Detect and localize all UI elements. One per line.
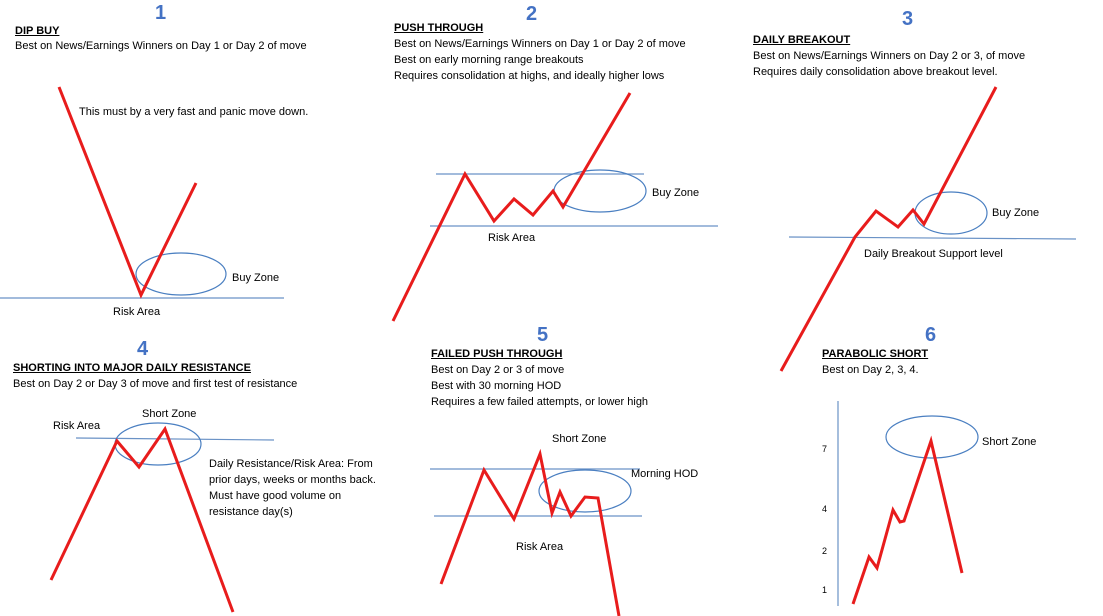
panel-6-tick-7: 7 [822,444,828,454]
panel-4-note-line-3: Must have good volume on [209,490,342,502]
panel-1-buy-zone-label: Buy Zone [232,272,280,284]
panel-4-number: 4 [137,338,149,360]
panel-2-price-line [393,93,630,321]
panel-5-title: FAILED PUSH THROUGH [431,348,563,360]
panel-2-buy-zone-label: Buy Zone [652,187,700,199]
panel-3-buy-zone-ellipse [915,192,987,234]
panel-1-drawing [0,87,284,298]
panel-2-number: 2 [526,3,538,25]
panel-5-short-zone-label: Short Zone [552,433,607,445]
panel-3-support-level-label: Daily Breakout Support level [864,248,1003,260]
panel-4-price-line [51,429,233,612]
panel-5-price-line [441,454,619,616]
panel-4-note [209,456,376,520]
panel-3-number: 3 [902,8,914,30]
panel-5-desc-line-1: Best on Day 2 or 3 of move [431,364,565,376]
panel-6-tick-2: 2 [822,546,828,556]
panel-4-resistance-line [76,438,274,440]
panel-6-tick-4: 4 [822,504,828,514]
panel-3-buy-zone-label: Buy Zone [992,207,1040,219]
panel-2-title: PUSH THROUGH [394,22,484,34]
panel-5-risk-area-label: Risk Area [516,541,564,553]
panel-5-desc-line-2: Best with 30 morning HOD [431,380,562,392]
panel-4-note-line-2: prior days, weeks or months back. [209,474,376,486]
panel-1-desc-line-1: Best on News/Earnings Winners on Day 1 or Day 2 of move [15,40,307,52]
panel-1-buy-zone-ellipse [136,253,226,295]
panel-6-desc-line-1: Best on Day 2, 3, 4. [822,364,919,376]
panel-3-desc-line-2: Requires daily consolidation above breakout level. [753,66,998,78]
panel-4-short-zone-label: Short Zone [142,408,197,420]
panel-3-title: DAILY BREAKOUT [753,34,851,46]
panel-3-support-line [789,237,1076,239]
panel-6-price-line [853,441,962,604]
panel-6-short-zone-label: Short Zone [982,436,1037,448]
panel-2-buy-zone-ellipse [554,170,646,212]
panel-4-short-zone-ellipse [115,423,201,465]
panel-1-number: 1 [155,2,167,24]
panel-4-risk-area-label: Risk Area [53,420,101,432]
panel-4-note-line-1: Daily Resistance/Risk Area: From [209,458,373,470]
panel-4-note-line-4: resistance day(s) [209,506,293,518]
panel-1-risk-area-label: Risk Area [113,306,161,318]
panel-2-desc-line-2: Best on early morning range breakouts [394,54,584,66]
panel-2-risk-area-label: Risk Area [488,232,536,244]
panel-3-price-line [781,87,996,371]
panel-5-desc-line-3: Requires a few failed attempts, or lower high [431,396,649,408]
panel-6-drawing [838,401,978,606]
panel-4-title: SHORTING INTO MAJOR DAILY RESISTANCE [13,362,251,374]
panel-4-desc-line-1: Best on Day 2 or Day 3 of move and first test of resistance [13,378,298,390]
panel-2-drawing [393,93,718,321]
panel-2-desc-line-1: Best on News/Earnings Winners on Day 1 or Day 2 of move [394,38,686,50]
panel-1-price-line [59,87,196,295]
panel-1-title: DIP BUY [15,25,60,37]
panel-3-desc-line-1: Best on News/Earnings Winners on Day 2 or 3, of move [753,50,1026,62]
panel-6-tick-1: 1 [822,585,828,595]
panel-5-number: 5 [537,324,549,346]
panel-6-title: PARABOLIC SHORT [822,348,929,360]
panel-5-drawing [430,454,642,616]
panel-5-short-zone-ellipse [539,470,631,512]
panel-5-morning-hod-label: Morning HOD [631,468,699,480]
panel-1-note: This must by a very fast and panic move down. [79,106,309,118]
panel-2-desc-line-3: Requires consolidation at highs, and ideally higher lows [394,70,665,82]
panel-6-number: 6 [925,324,937,346]
